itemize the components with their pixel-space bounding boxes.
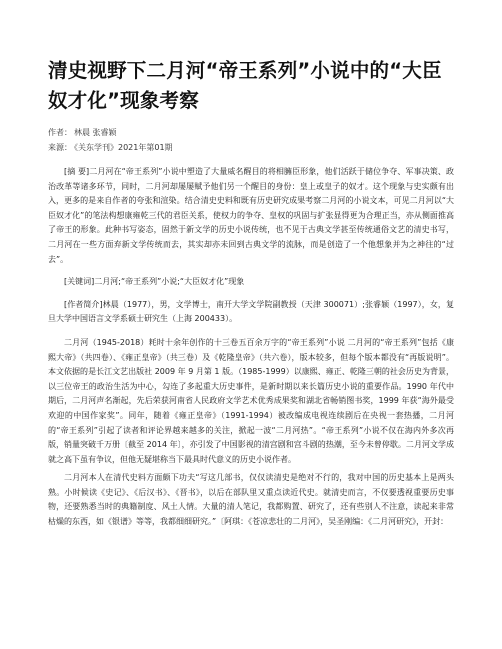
source-label: 来源： [48,143,72,152]
source-line [48,140,454,155]
author-line [48,125,454,140]
abstract-paragraph [48,165,454,267]
author-names: 林晨 张睿颖 [74,128,117,137]
keywords-text: 二月河;“帝王系列”小说;“大臣奴才化”现象 [94,277,245,287]
body-paragraph: 二月河本人在清代史料方面颇下功夫“写这几部书，仅仅读清史是绝对不行的，我对中国的历史基本上是两头熟。小时候读《史记》、《后汉书》、《晋书》，以后在部队里又重点读近代史。就清史而言，不仅要透视重要历史事物，还要熟悉当时的典籍制度、风土人情。大量的清人笔记，我都购置、研究了，还有些别人不注意，读起来非常枯燥的东西，如《银谱》等等，我都细细研究。”〔阿琪：《苍凉悲壮的二月河》，吴圣刚编：《二月河研究》，开封： [48,473,454,527]
abstract-text: 二月河在“帝王系列”小说中塑造了大量威名醒目的将相臃臣形象，他们活跃于储位争夺、军事决策、政治改革等诸多环节，同时，二月河却屡屡赋予他们另一个醒目的身份：皇上或皇子的奴才。这个现象与史实颇有出入，更多的是来自作者的夸张和渲染。结合清史史料和既有历史研究成果考察二月河的小说文本，可见二月河以“大臣奴才化”的笔法构想康雍乾三代的君臣关系，使权力的争夺、皇权的巩固与扩张显得更为合理正当，亦从侧面推高了帝王的形象。此种书写姿态，固然于新文学的历史小说传统，也不见于古典文学甚至传统通俗文艺的清史书写，二月河在一些方面弃新文学传统而去，其实却亦未回到古典文学的流脉，而是创造了一个他想象并为之神往的“过去”。 [48,167,454,264]
author-info-paragraph [48,298,454,327]
article-title: 清史视野下二月河“帝王系列”小说中的“大臣奴才化”现象考察 [48,59,442,112]
body-paragraph: 二月河（1945-2018）耗时十余年创作的十三卷五百余万字的“帝王系列”小说 二月河的“帝王系列”包括《康熙大帝》（共四卷）、《雍正皇帝》（共三卷）及《乾隆皇帝》（共六卷），版本较多，但每个版本都没有“再版说明”。本文依据的是长江文艺出版社 2009 年 9 月第 1 版。（1985-1999）以康熙、雍正、乾隆三朝的社会历史为背景，以三位帝王的政治生活为中心，勾连了多起重大历史事件，是新时期以来长篇历史小说的重要作品。1990 年代中期后，二月河声名渐起，先后荣获河南省人民政府文学艺术优秀成果奖和湖北省畅销图书奖，1999 年获“海外最受欢迎的中国作家奖”。同年，随着《雍正皇帝》（1991-1994）被改编成电视连续剧后在央视一套热播，二月河的“帝王系列”引起了读者和评论界越来越多的关注，掀起一波“二月河热”。“帝王系列”小说不仅在海内外多次再版，销量突破千万册〔截至 2014 年〕，亦引发了中国影视的清宫剧和宫斗剧的热潮，至今未曾停歇。二月河文学成就之高下虽有争议，但他无疑堪称当下最具时代意义的历史小说作者。 [48,337,454,464]
author-label: 作者： [48,128,72,137]
keywords-label: [关键词] [64,277,95,287]
author-info-label: [作者简介] [64,299,103,309]
source-text: 《关东学刊》2021年第01期 [74,143,173,152]
author-info-text: 林晨（1977），男，文学博士，南开大学文学院副教授（天津 300071）;张睿颖（1997），女，复旦大学中国语言文学系硕士研究生（上海 200433）。 [48,299,454,324]
keywords-paragraph [48,275,454,290]
abstract-label: [摘 要] [64,167,90,176]
